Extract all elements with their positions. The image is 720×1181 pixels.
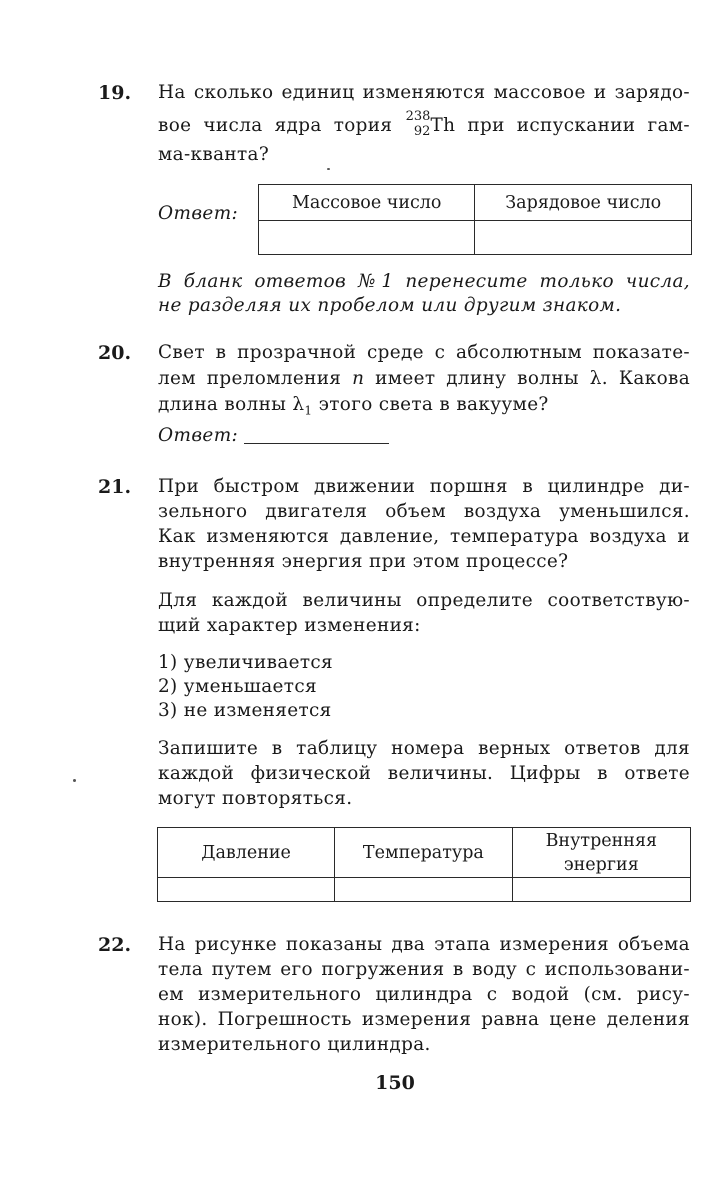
answer-table-19 [258, 184, 692, 255]
question-text-line: щий характер изменения: [158, 615, 421, 636]
option-item: 3) не изменяется [158, 700, 332, 721]
wavelength-vacuum-symbol: $\lambda_1$ [292, 394, 313, 418]
answer-label: Ответ: [158, 425, 239, 446]
question-text-line: Запишите в таблицу номера верных ответов для [158, 738, 690, 759]
table-header-mass-number: Массовое число [259, 185, 475, 221]
table-header-pressure: Давление [158, 828, 335, 878]
answer-table-21 [157, 827, 691, 902]
text-fragment: этого света в вакууме? [318, 394, 549, 415]
wavelength-symbol: λ. Какова [589, 368, 691, 389]
isotope-symbol: Th [430, 115, 456, 136]
question-text-line: ма-кванта? [158, 144, 270, 165]
answer-blank-line[interactable] [244, 443, 389, 444]
question-text-line: каждой физической величины. Цифры в ответе [158, 763, 690, 784]
table-header-temperature: Температура [335, 828, 512, 878]
question-text-line: Свет в прозрачной среде с абсолютным показате- [158, 342, 690, 363]
text-fragment: лем преломления [158, 368, 342, 389]
question-text-line: Для каждой величины определите соответствую- [158, 590, 690, 611]
option-item: 1) увеличивается [158, 652, 334, 673]
answer-label: Ответ: [158, 203, 239, 224]
scan-speck [73, 779, 76, 782]
text-fragment: длина волны [158, 394, 287, 415]
question-text-line [158, 366, 690, 392]
question-text-line: При быстром движении поршня в цилиндре ди- [158, 476, 690, 497]
page-number: 150 [375, 1072, 415, 1094]
question-text-line: внутренняя энергия при этом процессе? [158, 551, 569, 572]
question-text-line: нок). Погрешность измерения равна цене деления [158, 1009, 690, 1030]
question-text-line: ем измерительного цилиндра с водой (см. рису- [158, 984, 690, 1005]
question-text-line [158, 109, 690, 139]
question-text-line: измерительного цилиндра. [158, 1034, 431, 1055]
question-number: 20. [98, 342, 132, 364]
answer-cell-pressure[interactable] [158, 878, 335, 902]
isotope-charge-number: 92 [413, 124, 431, 139]
question-text-line: На рисунке показаны два этапа измерения объема [158, 934, 690, 955]
text-fragment: при испускании гам- [467, 115, 690, 136]
answer-cell-charge-number[interactable] [475, 221, 692, 255]
question-text-line: могут повторяться. [158, 788, 353, 809]
answer-cell-internal-energy[interactable] [512, 878, 690, 902]
answer-cell-mass-number[interactable] [259, 221, 475, 255]
question-text-line: зельного двигателя объем воздуха уменьшился. [158, 501, 690, 522]
thorium-isotope [404, 109, 431, 139]
question-number: 19. [98, 82, 132, 104]
question-number: 21. [98, 476, 132, 498]
table-header-internal-energy: Внутренняя энергия [512, 828, 690, 878]
answer-instruction: не разделяя их пробелом или другим знаком. [158, 295, 622, 316]
scan-speck [327, 168, 330, 170]
table-header-charge-number: Зарядовое число [475, 185, 692, 221]
answer-instruction: В бланк ответов №1 перенесите только числа, [158, 271, 690, 292]
refractive-index-variable: n [352, 368, 365, 389]
question-text-line: Как изменяются давление, температура воздуха и [158, 526, 690, 547]
option-item: 2) уменьшается [158, 676, 317, 697]
isotope-mass-number: 238 [405, 109, 431, 124]
question-number: 22. [98, 934, 132, 956]
question-text-line [158, 392, 690, 418]
question-text-line: На сколько единиц изменяются массовое и зарядо- [158, 82, 690, 103]
text-fragment: вое числа ядра тория [158, 115, 393, 136]
text-fragment: имеет длину волны [375, 368, 579, 389]
question-text-line: тела путем его погружения в воду с использовани- [158, 959, 690, 980]
answer-cell-temperature[interactable] [335, 878, 512, 902]
